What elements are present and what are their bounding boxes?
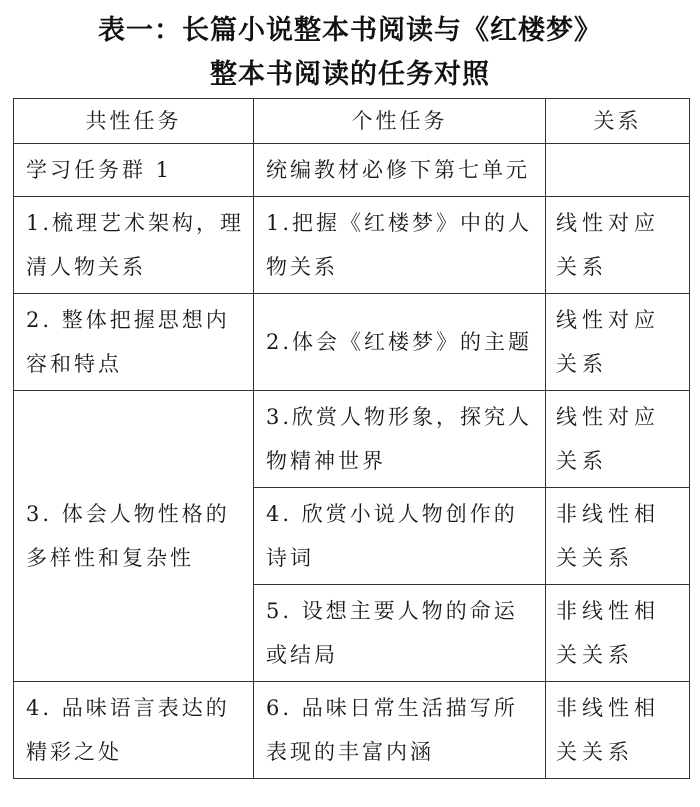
individual-task-cell: 3.欣赏人物形象，探究人物精神世界 [254, 391, 546, 488]
individual-task-cell: 6. 品味日常生活描写所表现的丰富内涵 [254, 682, 546, 779]
common-task-cell: 2. 整体把握思想内容和特点 [14, 294, 254, 391]
relation-cell [546, 144, 690, 197]
common-task-cell: 1.梳理艺术架构，理清人物关系 [14, 197, 254, 294]
task-comparison-table [13, 98, 690, 779]
relation-cell: 非线性相关关系 [546, 682, 690, 779]
table-row [14, 682, 690, 779]
individual-task-cell: 2.体会《红楼梦》的主题 [254, 294, 546, 391]
table-row [14, 144, 690, 197]
relation-cell: 线性对应关系 [546, 294, 690, 391]
table-row [14, 391, 690, 488]
header-individual-task: 个性任务 [254, 99, 546, 144]
individual-task-cell: 1.把握《红楼梦》中的人物关系 [254, 197, 546, 294]
common-task-cell: 3. 体会人物性格的多样性和复杂性 [14, 391, 254, 682]
relation-cell: 非线性相关关系 [546, 585, 690, 682]
individual-task-cell: 4. 欣赏小说人物创作的诗词 [254, 488, 546, 585]
relation-cell: 线性对应关系 [546, 391, 690, 488]
table-title-line-2: 整本书阅读的任务对照 [210, 59, 490, 90]
common-task-cell: 4. 品味语言表达的精彩之处 [14, 682, 254, 779]
table-title-line-1: 表一：长篇小说整本书阅读与《红楼梦》 [98, 15, 602, 46]
header-relation: 关系 [546, 99, 690, 144]
individual-task-cell: 5. 设想主要人物的命运或结局 [254, 585, 546, 682]
relation-cell: 非线性相关关系 [546, 488, 690, 585]
table-row [14, 197, 690, 294]
individual-task-cell: 统编教材必修下第七单元 [254, 144, 546, 197]
common-task-cell: 学习任务群 1 [14, 144, 254, 197]
relation-cell: 线性对应关系 [546, 197, 690, 294]
table-header-row [14, 99, 690, 144]
table-row [14, 294, 690, 391]
header-common-task: 共性任务 [14, 99, 254, 144]
